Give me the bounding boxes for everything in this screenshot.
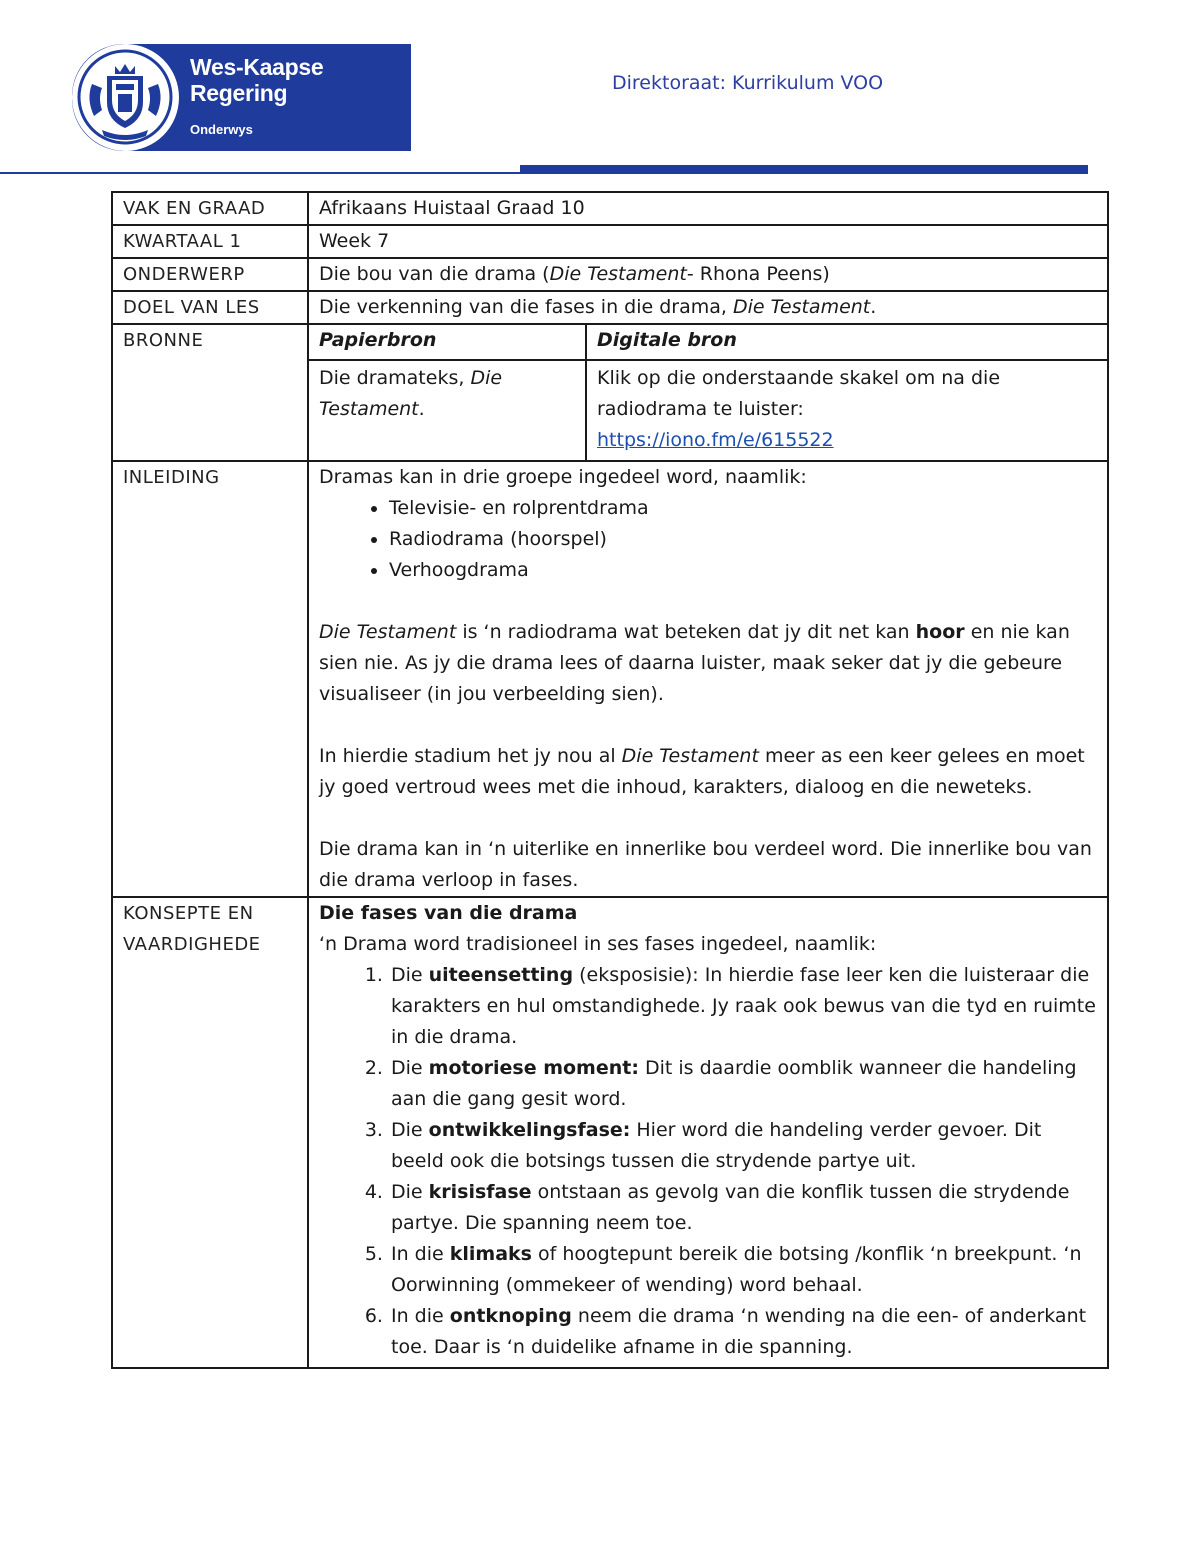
row-label: VAK EN GRAAD xyxy=(112,192,308,225)
row-label: KWARTAAL 1 xyxy=(112,225,308,258)
paragraph: Die Testament is ‘n radiodrama wat beteken dat jy dit net kan hoor en nie kan sien nie. As jy die drama lees of daarna luister, maak seker dat jy die gebeure visualiseer (in jou verbeelding sien). xyxy=(319,621,1070,705)
coat-of-arms-icon xyxy=(72,44,179,151)
list-item: • Televisie- en rolprentdrama xyxy=(389,493,1097,524)
government-logo xyxy=(72,44,411,151)
directorate-title: Direktoraat: Kurrikulum VOO xyxy=(612,72,884,94)
logo-text: Wes-Kaapse xyxy=(190,54,324,80)
phases-list xyxy=(319,960,1097,1363)
list-item: 3. Die ontwikkelingsfase: Hier word die handeling verder gevoer. Dit beeld ook die botsings tussen die strydende partye uit. xyxy=(389,1115,1097,1177)
row-label: INLEIDING xyxy=(112,461,308,897)
title-italic: Die Testament xyxy=(732,296,871,318)
table-row xyxy=(112,324,1108,461)
section-heading: Die fases van die drama xyxy=(319,902,578,924)
table-row xyxy=(112,897,1108,1368)
digital-source: Klik op die onderstaande skakel om na die radiodrama te luister: https://iono.fm/e/615522 xyxy=(597,367,1001,451)
list-item: 4. Die krisisfase ontstaan as gevolg van die konflik tussen die strydende partye. Die spanning neem toe. xyxy=(389,1177,1097,1239)
list-item: 6. In die ontknoping neem die drama ‘n wending na die een- of anderkant toe. Daar is ‘n duidelike afname in die spanning. xyxy=(389,1301,1097,1363)
row-value: Week 7 xyxy=(308,225,1108,258)
radiodrama-link[interactable]: https://iono.fm/e/615522 xyxy=(597,429,834,451)
list-item: 2. Die motoriese moment: Dit is daardie oomblik wanneer die handeling aan die gang gesit word. xyxy=(389,1053,1097,1115)
title-italic: Die Testament xyxy=(549,263,687,285)
row-label: ONDERWERP xyxy=(112,258,308,291)
text: - Rhona Peens) xyxy=(686,263,830,285)
table-row xyxy=(112,225,1108,258)
paper-source: Die dramateks, Die Testament. xyxy=(309,360,586,460)
paragraph: Die drama kan in ‘n uiterlike en innerlike bou verdeel word. Die innerlike bou van die drama verloop in fases. xyxy=(319,838,1092,891)
table-row xyxy=(112,192,1108,225)
sources-cell xyxy=(308,324,1108,461)
row-label: DOEL VAN LES xyxy=(112,291,308,324)
drama-types-list xyxy=(319,493,1097,586)
text: Die bou van die drama ( xyxy=(319,263,550,285)
row-label: BRONNE xyxy=(112,324,308,461)
paragraph: In hierdie stadium het jy nou al Die Testament meer as een keer gelees en moet jy goed vertroud wees met die inhoud, karakters, dialoog en die neweteks. xyxy=(319,745,1085,798)
lesson-table xyxy=(111,191,1109,1369)
row-value: Afrikaans Huistaal Graad 10 xyxy=(308,192,1108,225)
list-item: 1. Die uiteensetting (eksposisie): In hierdie fase leer ken die luisteraar die karakters en hul omstandighede. Jy raak ook bewus van die tyd en ruimte in die drama. xyxy=(389,960,1097,1053)
sources-table xyxy=(309,325,1107,460)
intro-text: ‘n Drama word tradisioneel in ses fases ingedeel, naamlik: xyxy=(319,933,877,955)
concepts-cell xyxy=(308,897,1108,1368)
paper-source-header: Papierbron xyxy=(309,325,586,360)
list-item: 5. In die klimaks of hoogtepunt bereik die botsing /konflik ‘n breekpunt. ‘n Oorwinning (ommekeer of wending) word behaal. xyxy=(389,1239,1097,1301)
row-value xyxy=(308,291,1108,324)
list-item: • Radiodrama (hoorspel) xyxy=(389,524,1097,555)
row-value xyxy=(308,258,1108,291)
header-divider-accent xyxy=(520,165,1088,173)
text: . xyxy=(870,296,877,318)
row-label: KONSEPTE EN VAARDIGHEDE xyxy=(112,897,308,1368)
logo-text: Regering xyxy=(190,80,288,106)
text: Die verkenning van die fases in die drama, xyxy=(319,296,733,318)
logo-subtext: Onderwys xyxy=(190,122,253,137)
introduction-cell xyxy=(308,461,1108,897)
table-row xyxy=(112,461,1108,897)
list-item: • Verhoogdrama xyxy=(389,555,1097,586)
table-row xyxy=(112,291,1108,324)
intro-text: Dramas kan in drie groepe ingedeel word, naamlik: xyxy=(319,466,807,488)
table-row xyxy=(112,258,1108,291)
digital-source-header: Digitale bron xyxy=(586,325,1107,360)
